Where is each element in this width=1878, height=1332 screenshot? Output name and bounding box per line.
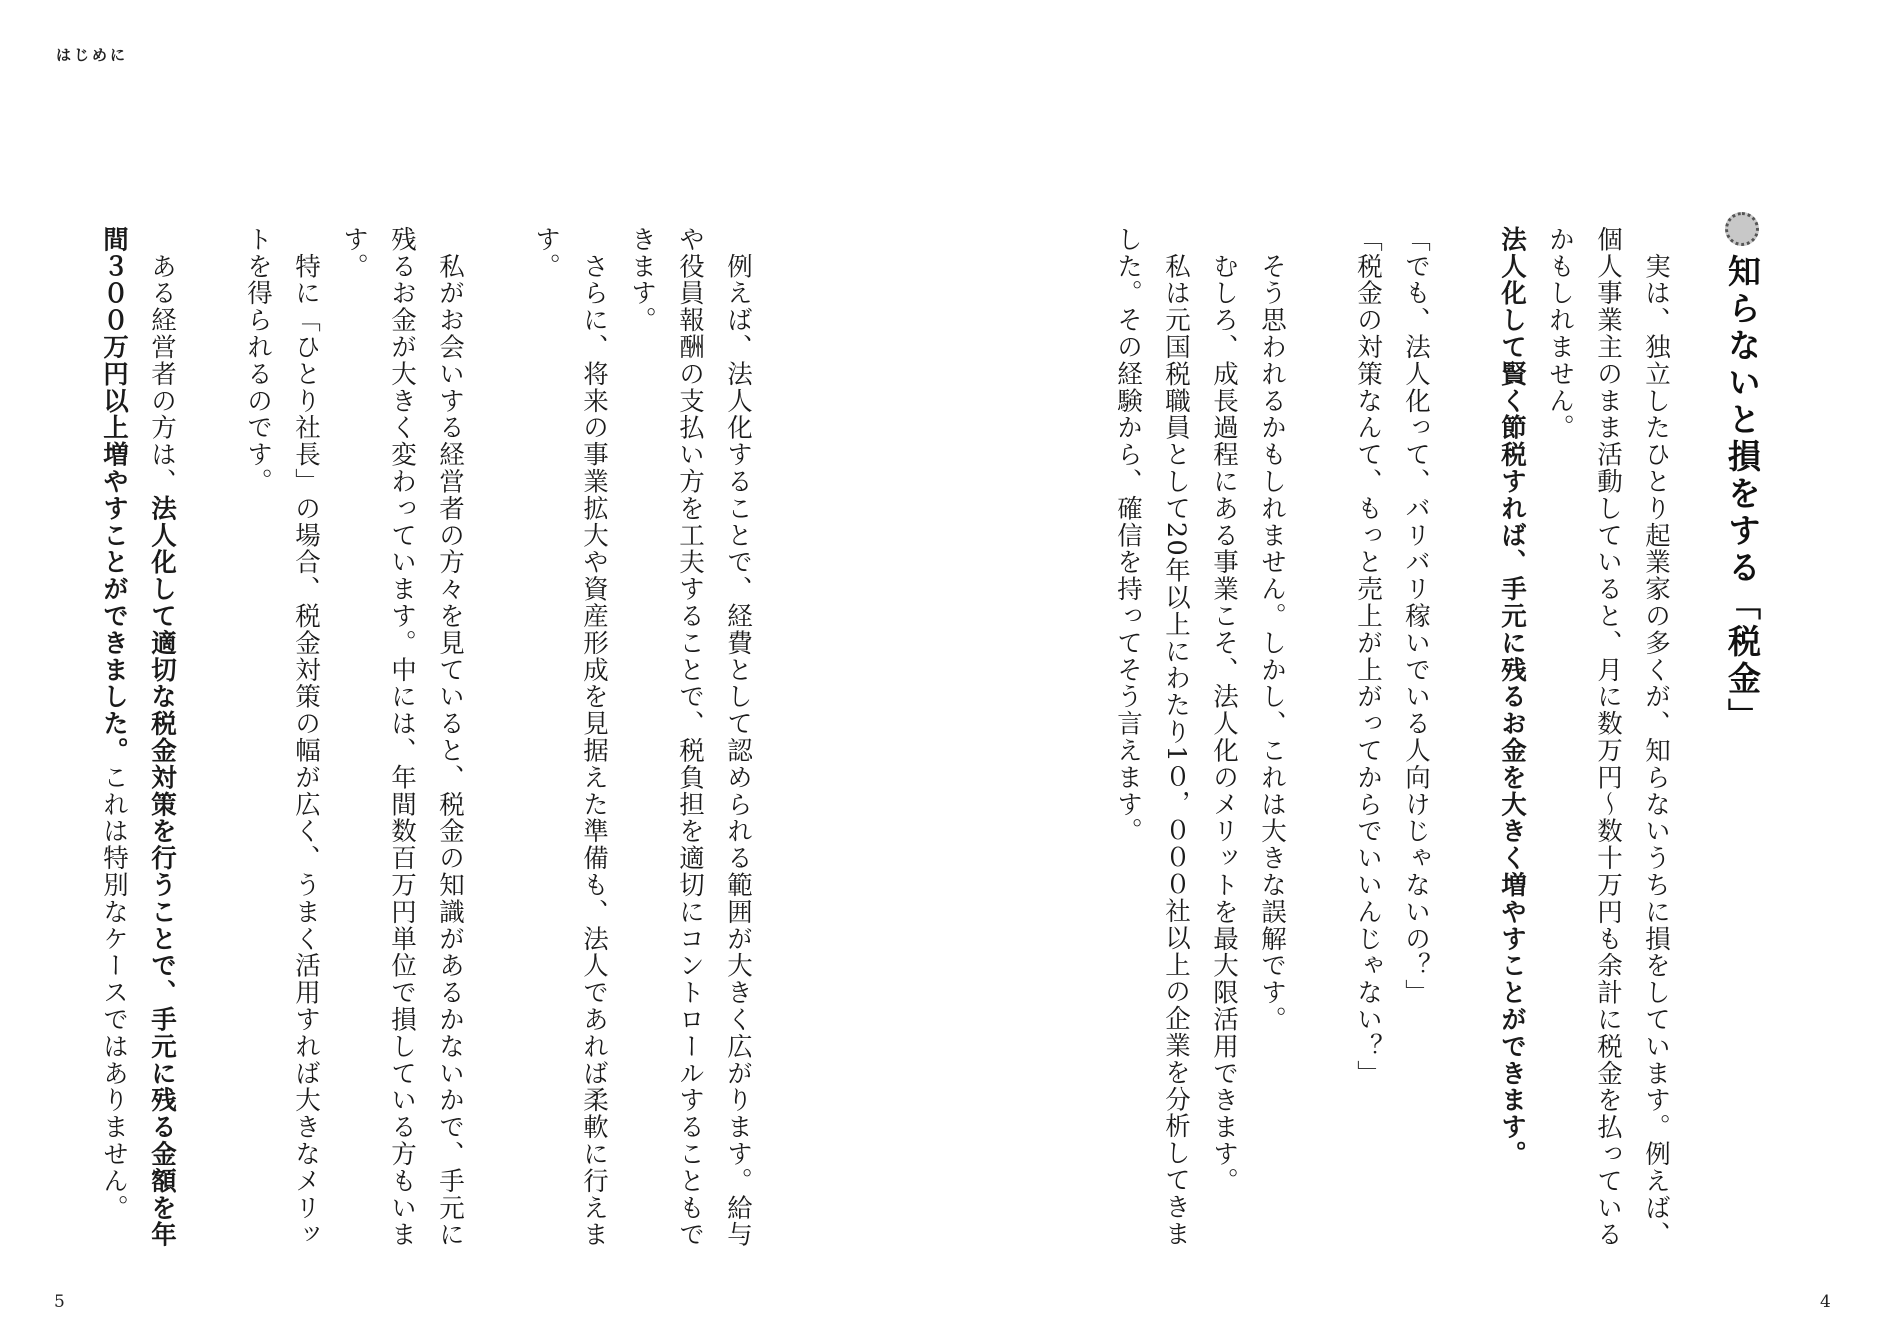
emphasis-text: 法人化して適切な税金対策を行うことで、手元に残る金額を年間３００万円以上増やすことができました。 (99, 226, 177, 1249)
paragraph: 私がお会いする経営者の方々を見ていると、税金の知識があるかないかで、手元に残るお金が大きく変わっています。中には、年間数百万円単位で損している方もいます。 (339, 226, 465, 1249)
paragraph: 「でも、法人化って、バリバリ稼いでいる人向けじゃないの？」 (1401, 226, 1431, 1007)
paragraph (90, 226, 186, 1271)
paragraph: そう思われるかもしれません。しかし、これは大きな誤解です。 (1257, 226, 1287, 1033)
blank-line (186, 226, 234, 1271)
emphasis-paragraph: 法人化して賢く節税すれば、手元に残るお金を大きく増やすことができます。 (1497, 226, 1527, 1168)
section-heading (1716, 212, 1768, 735)
paragraph: 私は元国税職員として20年以上にわたり1０，０００社以上の企業を分析してきました。その経験から、確信を持ってそう言えます。 (1113, 226, 1191, 1248)
body-text: ある経営者の方は、 (147, 226, 177, 495)
paragraph: 特に「ひとり社長」の場合、税金対策の幅が広く、うまく活用すれば大きなメリットを得られるのです。 (243, 226, 321, 1249)
blank-line (1296, 226, 1344, 1271)
blank-line (474, 226, 522, 1271)
paragraph: むしろ、成長過程にある事業こそ、法人化のメリットを最大限活用できます。 (1209, 226, 1239, 1195)
running-head: はじめに (56, 46, 129, 64)
heading-circle-icon (1725, 212, 1759, 246)
page-number-right: 4 (1820, 1292, 1831, 1312)
blank-line (1440, 226, 1488, 1271)
paragraph: 例えば、法人化することで、経費として認められる範囲が大きく広がります。給与や役員報酬の支払い方を工夫することで、税負担を適切にコントロールすることもできます。 (627, 226, 753, 1249)
body-text: これは特別なケースではありません。 (99, 764, 129, 1222)
left-page-body (92, 226, 762, 1271)
paragraph: 「税金の対策なんて、もっと売上が上がってからでいいんじゃない？」 (1353, 226, 1383, 1087)
paragraph: 実は、独立したひとり起業家の多くが、知らないうちに損をしています。例えば、個人事業主のまま活動していると、月に数万円〜数十万円も余計に税金を払っているかもしれません。 (1545, 226, 1671, 1249)
section-heading-title: 知らないと損をする「税金」 (1723, 254, 1762, 735)
paragraph: さらに、将来の事業拡大や資産形成を見据えた準備も、法人であれば柔軟に行えます。 (531, 226, 609, 1249)
page-number-left: 5 (54, 1292, 65, 1312)
right-page-body (1104, 226, 1680, 1271)
